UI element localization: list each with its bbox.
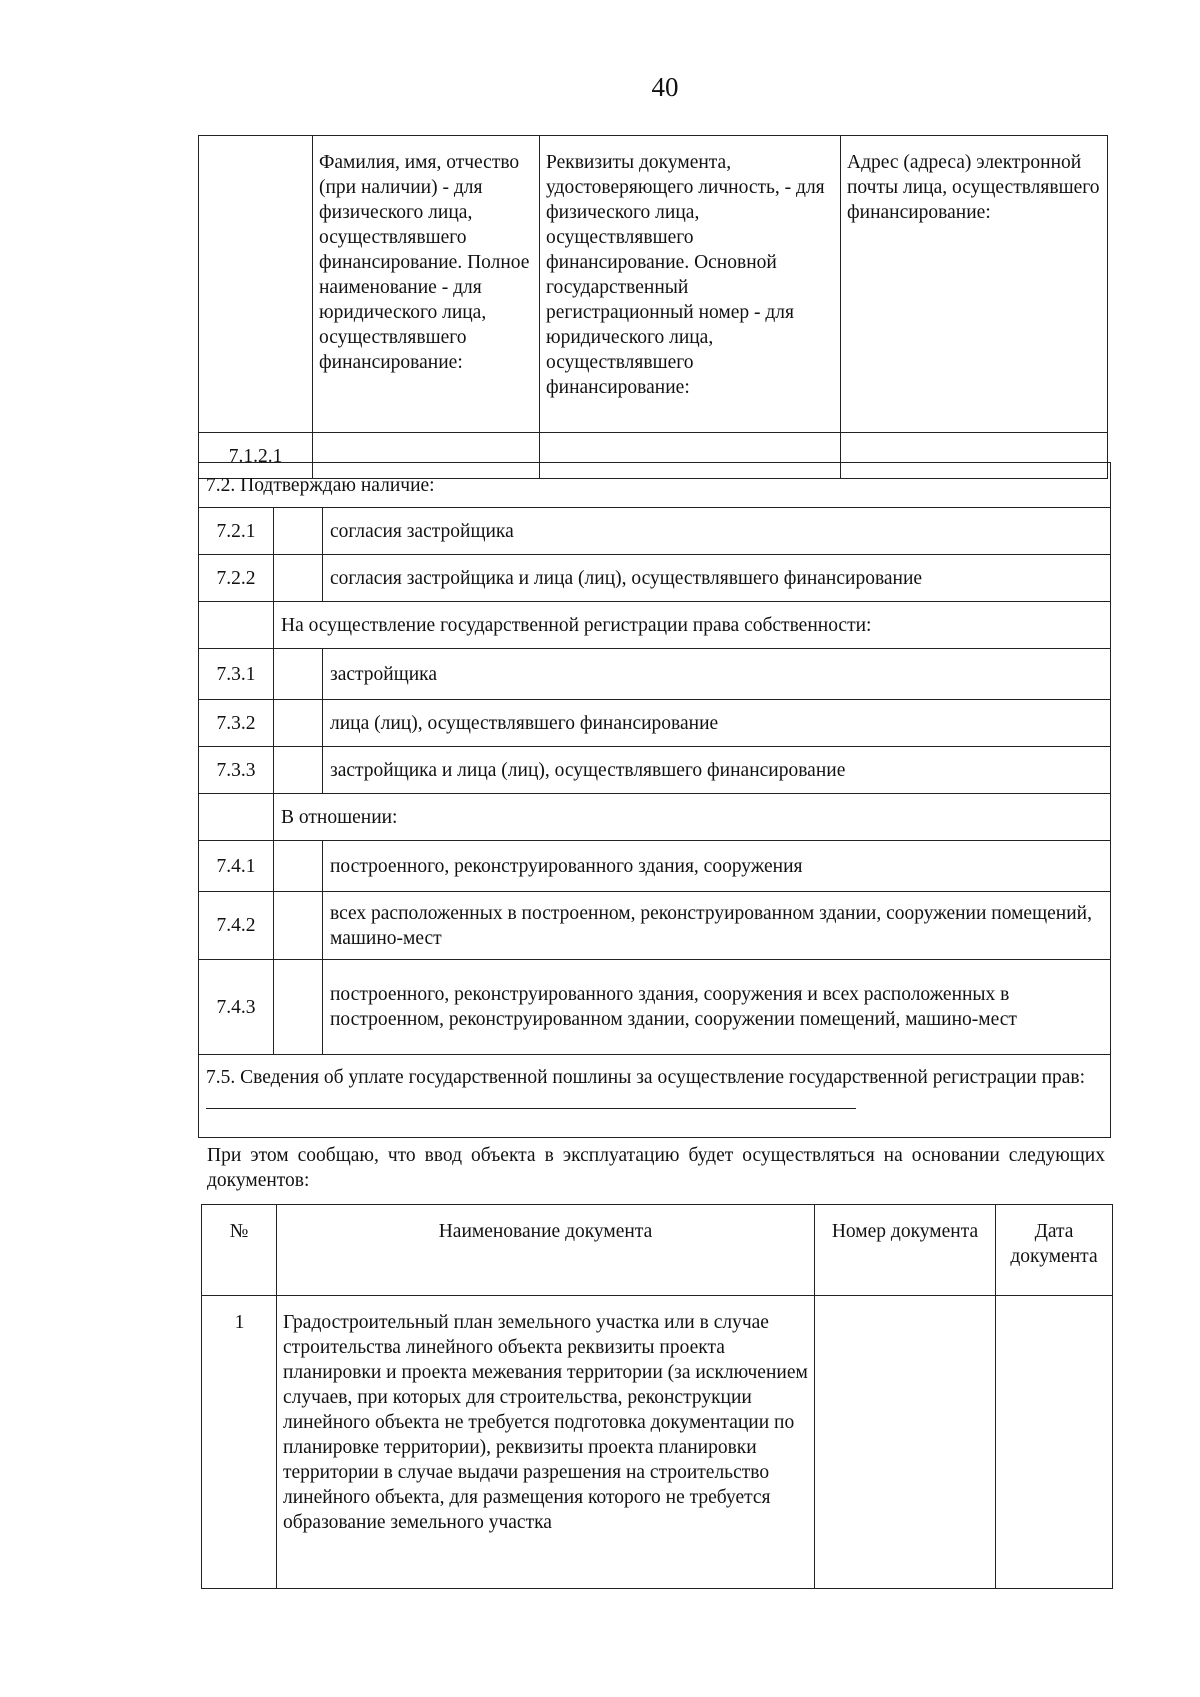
payment-input-line[interactable]	[206, 1090, 856, 1109]
table-row	[199, 747, 1111, 794]
header-cell-document-name: Наименование документа	[277, 1205, 815, 1296]
item-number: 7.2.1	[199, 508, 274, 555]
intro-paragraph: При этом сообщаю, что ввод объекта в эксплуатацию будет осуществляться на основании следующих документов:	[207, 1145, 1105, 1191]
table-row	[202, 1296, 1113, 1589]
documents-table-header	[202, 1205, 1113, 1296]
header-cell-name: Фамилия, имя, отчество (при наличии) - для физического лица, осуществлявшего финансирование. Полное наименование - для юридического лица, осуществлявшего финансирование:	[313, 136, 540, 433]
section-heading-row	[199, 794, 1111, 841]
table-row	[199, 892, 1111, 960]
item-text: застройщика и лица (лиц), осуществлявшего финансирование	[323, 747, 1111, 794]
item-text: застройщика	[323, 649, 1111, 700]
checkbox-cell[interactable]	[274, 960, 323, 1055]
checkbox-cell[interactable]	[274, 747, 323, 794]
item-text: всех расположенных в построенном, реконструированном здании, сооружении помещений, машино-мест	[323, 892, 1111, 960]
payment-text: 7.5. Сведения об уплате государственной пошлины за осуществление государственной регистрации прав:	[206, 1067, 1086, 1088]
table-row	[199, 555, 1111, 602]
table-row	[199, 700, 1111, 747]
document-number-field[interactable]	[815, 1296, 996, 1589]
registration-heading: На осуществление государственной регистрации права собственности:	[274, 602, 1111, 649]
financing-table-header	[199, 136, 1108, 433]
item-text: лица (лиц), осуществлявшего финансирование	[323, 700, 1111, 747]
checkbox-cell[interactable]	[274, 649, 323, 700]
header-cell-number-sign: №	[202, 1205, 277, 1296]
checkbox-cell[interactable]	[274, 555, 323, 602]
item-text: построенного, реконструированного здания, сооружения	[323, 841, 1111, 892]
confirmation-table	[198, 462, 1111, 1138]
section-heading-row	[199, 602, 1111, 649]
table-row	[199, 841, 1111, 892]
payment-cell	[199, 1055, 1111, 1138]
table-row	[199, 960, 1111, 1055]
header-cell-document-number: Номер документа	[815, 1205, 996, 1296]
item-text: построенного, реконструированного здания, сооружения и всех расположенных в построенном, реконструированном здании, сооружении помещений, машино-мест	[323, 960, 1111, 1055]
table-row	[199, 649, 1111, 700]
item-text: согласия застройщика	[323, 508, 1111, 555]
financing-table	[198, 135, 1108, 479]
document-name: Градостроительный план земельного участка или в случае строительства линейного объекта реквизиты проекта планировки и проекта межевания территории (за исключением случаев, при которых для строительства, реконструкции линейного объекта не требуется подготовка документации по планировке территории), реквизиты проекта планировки территории в случае выдачи разрешения на строительство линейного объекта, для размещения которого не требуется образование земельного участка	[277, 1296, 815, 1589]
checkbox-cell[interactable]	[274, 892, 323, 960]
item-number: 7.4.2	[199, 892, 274, 960]
header-cell-email: Адрес (адреса) электронной почты лица, осуществлявшего финансирование:	[841, 136, 1108, 433]
empty-cell	[199, 602, 274, 649]
item-number: 7.3.2	[199, 700, 274, 747]
header-cell-empty	[199, 136, 313, 433]
checkbox-cell[interactable]	[274, 508, 323, 555]
item-number: 7.4.1	[199, 841, 274, 892]
confirmation-heading: 7.2. Подтверждаю наличие:	[199, 463, 1111, 508]
relation-heading: В отношении:	[274, 794, 1111, 841]
table-row	[199, 508, 1111, 555]
row-number: 7.1.2.1	[199, 433, 313, 479]
page-number: 40	[651, 72, 679, 102]
item-number: 7.3.1	[199, 649, 274, 700]
item-text: согласия застройщика и лица (лиц), осуществлявшего финансирование	[323, 555, 1111, 602]
row-number: 1	[202, 1296, 277, 1589]
empty-cell	[199, 794, 274, 841]
section-heading-row	[199, 463, 1111, 508]
item-number: 7.3.3	[199, 747, 274, 794]
checkbox-cell[interactable]	[274, 841, 323, 892]
item-number: 7.2.2	[199, 555, 274, 602]
table-row	[199, 1055, 1111, 1138]
item-number: 7.4.3	[199, 960, 274, 1055]
documents-table	[201, 1204, 1113, 1589]
checkbox-cell[interactable]	[274, 700, 323, 747]
document-date-field[interactable]	[996, 1296, 1113, 1589]
header-cell-document: Реквизиты документа, удостоверяющего личность, - для физического лица, осуществлявшего финансирование. Основной государственный регистрационный номер - для юридического лица, осуществлявшего финансирование:	[540, 136, 841, 433]
header-cell-document-date: Дата документа	[996, 1205, 1113, 1296]
